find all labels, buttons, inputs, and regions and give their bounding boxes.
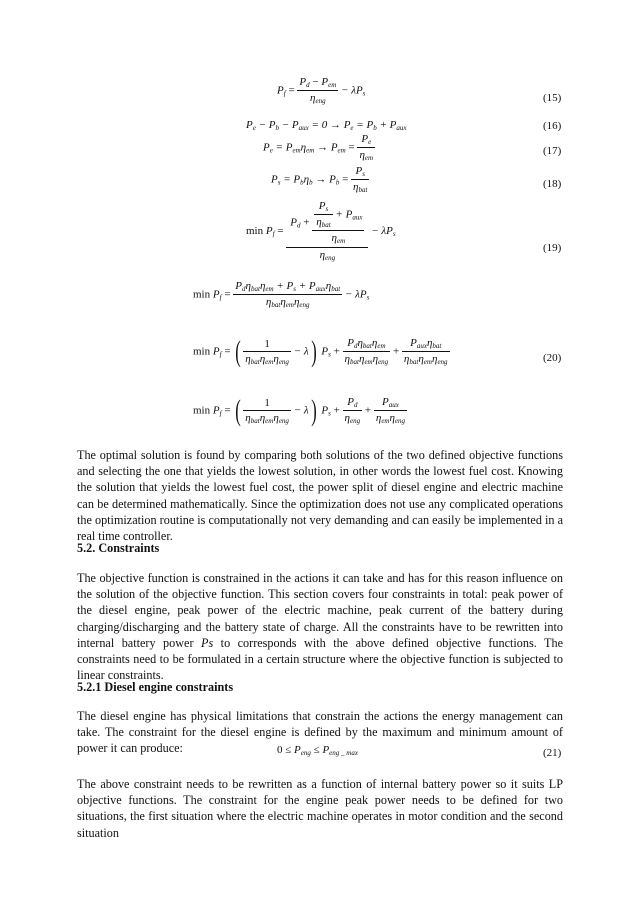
diesel-constraint-paragraph: The diesel engine has physical limitations that constrain the actions the energy management can take. The constraint for the diesel engine is defined by the maximum and minimum amount of power it can produce: [77,709,563,756]
equation-15: $P_f$ = $\frac{P_d - P_{em}}{\eta_{eng}}$ − $\lambda P_s$ [277,76,366,105]
equation-number-15: (15) [543,92,562,104]
equation-number-18: (18) [543,178,562,190]
equation-number-17: (17) [543,145,562,157]
section-heading-diesel-engine: 5.2.1 Diesel engine constraints [77,680,234,694]
equation-number-20: (20) [543,352,562,364]
equation-19: $\min P_f$ = $P_d$ + $\frac{P_s}{\eta_{bat}}$ + $P_{aux}$ $\eta_{em}$ $\eta_{eng}$ − $\lambda P_s$ [246,200,396,262]
optimal-solution-paragraph: The optimal solution is found by comparing both solutions of the two defined objective functions and selecting the one that yields the lowest solution, in other words the lowest fuel cost. Knowing the solution that yields the lowest fuel cost, the power split of diesel engine and electric machine can be determined mathematically. Since the optimization does not use any complicated operations the optimization routine is computationally not very demanding and can easily be implemented in a real time controller. [77,448,563,544]
equation-20-simplified: $\min P_f$ = ( $\frac{1}{\eta_{bat}\eta_{em}\eta_{eng}}$ − λ) $P_s$ + $\frac{P_d}{\eta_{eng}}$ + $\frac{P_{aux}}{\eta_{em}\eta_{eng}}$ [193,394,406,427]
rewrite-paragraph: The above constraint needs to be rewritten as a function of internal battery power so it suits LP objective functions. The constraint for the engine peak power needs to be defined for two situations, the first situation where the electric machine operates in motor condition and the second situation [77,777,563,840]
equation-17: $P_e = P_{em}\eta_{em} \to P_{em}$ = $\frac{P_e}{\eta_{em}}$ [263,133,374,162]
section-heading-constraints: 5.2. Constraints [77,541,160,555]
equation-16: $P_e - P_b - P_{aux} = 0 \to P_e = P_b + P_{aux}$ [246,119,407,132]
constraints-paragraph: The objective function is constrained in the actions it can take and has for this reason influence on the solution of the objective function. This section covers four constraints in total: peak power of the diesel engine, peak power of the electric machine, peak current of the battery during charging/discharging and the battery state of charge. All the constraints have to be rewritten into internal battery power Ps to corresponds with the above defined objective functions. The constraints need to be formulated in a certain structure where the objective function is subjected to linear constraints. [77,571,563,683]
equation-number-19: (19) [543,242,562,254]
equation-20: $\min P_f$ = ( $\frac{1}{\eta_{bat}\eta_{em}\eta_{eng}}$ − λ) $P_s$ + $\frac{P_d\eta_{bat}\eta_{em}}{\eta_{bat}\eta_{em}\eta_{eng}}$ + $\frac{P_{aux}\eta_{bat}}{\eta_{bat}\eta_{em}\eta_{eng}}$ [193,335,448,368]
equation-number-16: (16) [543,120,562,132]
equation-21: $0 \le P_{eng} \le P_{eng \_ max}$ [277,744,358,757]
equation-18: $P_s = P_b\eta_b \to P_b$ = $\frac{P_s}{\eta_{bat}}$ [271,165,368,194]
equation-19-lp-form: $\min P_f$ = $\frac{P_d\eta_{bat}\eta_{em} + P_s + P_{aux}\eta_{bat}}{\eta_{bat}\eta_{em}\eta_{eng}}$ − $\lambda P_s$ [193,280,370,309]
equation-number-21: (21) [543,747,562,759]
